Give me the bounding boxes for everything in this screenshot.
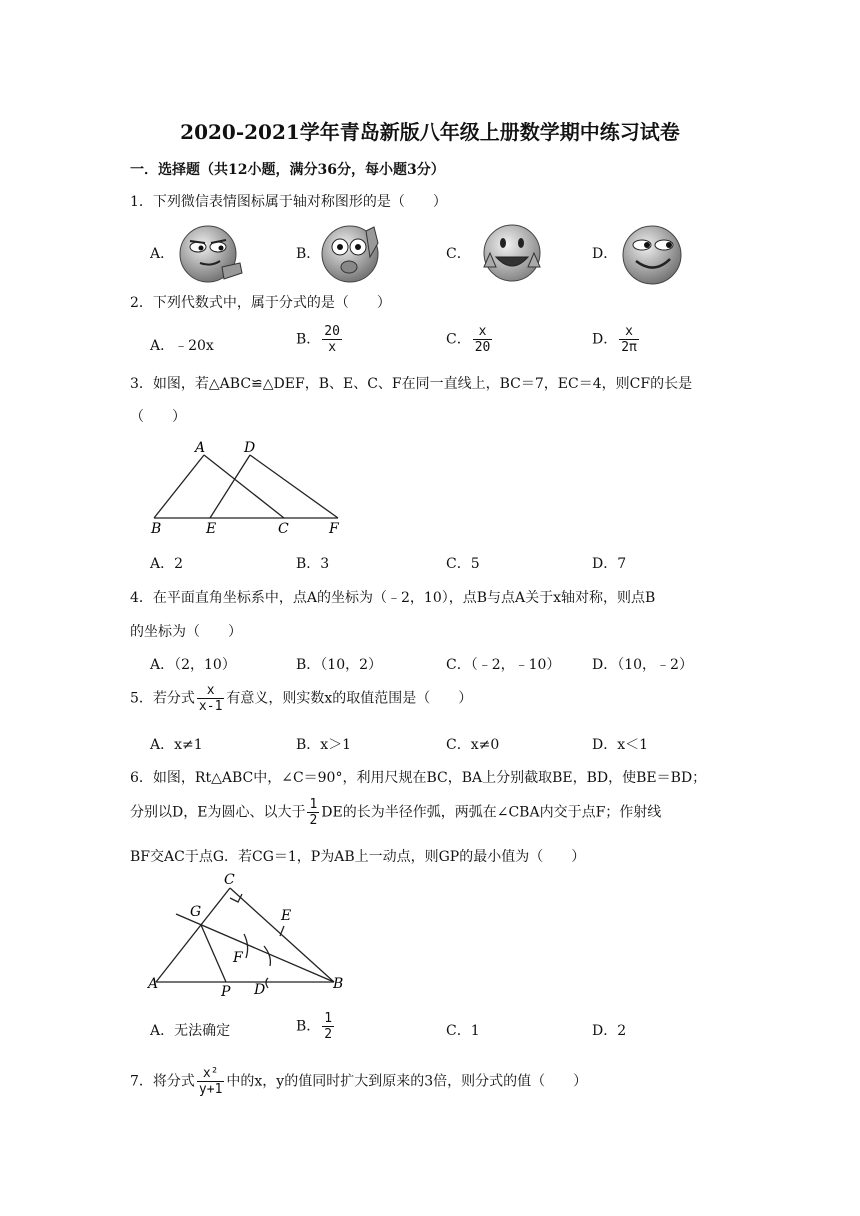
q6-option-c[interactable]: C．1 — [446, 1023, 480, 1039]
label-D: D — [254, 982, 266, 998]
q4-option-a[interactable]: A．（2，10） — [150, 657, 236, 673]
option-label: C． — [446, 331, 471, 348]
q3-option-d[interactable]: D．7 — [592, 556, 627, 572]
question-7-stem — [130, 1066, 587, 1097]
option-label: C． — [446, 246, 471, 262]
numerator: x² — [202, 1066, 219, 1081]
question-1-stem: 1．下列微信表情图标属于轴对称图形的是（ ） — [130, 194, 447, 210]
label-B: B — [333, 976, 344, 992]
fraction — [322, 1011, 334, 1042]
q1-option-b[interactable] — [296, 243, 320, 263]
label-C: C — [224, 872, 235, 888]
stem-text: DE的长为半径作弧，两弧在∠CBA内交于点F；作射线 — [321, 804, 662, 821]
fraction — [619, 324, 639, 355]
q1-option-d[interactable] — [592, 243, 617, 263]
question-6-stem-cont — [130, 797, 661, 828]
denominator: y+1 — [198, 1082, 223, 1097]
question-3-stem-cont: （ ） — [130, 409, 186, 425]
option-label: B． — [296, 1018, 321, 1035]
option-label: D． — [592, 246, 618, 262]
fraction — [197, 1066, 224, 1097]
numerator: 1 — [309, 797, 318, 812]
numerator: 20 — [324, 324, 340, 339]
q4-option-c[interactable]: C．（﹣2，﹣10） — [446, 657, 561, 673]
question-2-stem: 2．下列代数式中，属于分式的是（ ） — [130, 295, 391, 311]
q2-option-d[interactable] — [592, 324, 641, 355]
label-E: E — [281, 908, 292, 924]
grin-emoji-icon — [476, 223, 548, 287]
q3-option-a[interactable]: A．2 — [150, 556, 184, 572]
question-6-stem-cont2: BF交AC于点G．若CG＝1，P为AB上一动点，则GP的最小值为（ ） — [130, 849, 586, 865]
stem-text: 中的x，y的值同时扩大到原来的3倍，则分式的值（ ） — [226, 1073, 588, 1090]
label-D: D — [244, 440, 256, 456]
denominator: 2 — [324, 1027, 333, 1042]
q5-option-b[interactable]: B．x＞1 — [296, 737, 352, 753]
stem-text: 5．若分式 — [130, 690, 195, 707]
q5-option-a[interactable]: A．x≠1 — [150, 737, 203, 753]
label-C: C — [278, 521, 289, 536]
triangle-figure-q3 — [148, 436, 348, 536]
triangle-figure-q6 — [146, 870, 350, 998]
stem-text: 有意义，则实数x的取值范围是（ ） — [226, 690, 473, 707]
label-B: B — [151, 521, 162, 536]
fraction — [322, 324, 342, 355]
numerator: 1 — [324, 1011, 333, 1026]
q2-option-a[interactable]: A．﹣20x — [150, 338, 214, 354]
denominator: 2π — [621, 340, 637, 355]
q5-option-d[interactable]: D．x＜1 — [592, 737, 649, 753]
q4-option-d[interactable]: D．（10，﹣2） — [592, 657, 693, 673]
q6-option-a[interactable]: A．无法确定 — [150, 1023, 231, 1039]
question-6-stem: 6．如图，Rt△ABC中，∠C＝90°，利用尺规在BC，BA上分别截取BE，BD，使BE＝BD； — [130, 770, 707, 786]
denominator: 20 — [474, 340, 491, 355]
option-label: A． — [150, 246, 175, 262]
option-label: B． — [296, 246, 321, 262]
q1-option-a[interactable] — [150, 243, 174, 263]
question-5-stem — [130, 683, 472, 714]
q1-option-c[interactable] — [446, 243, 471, 263]
numerator: x — [478, 324, 487, 339]
question-3-stem: 3．如图，若△ABC≌△DEF，B、E、C、F在同一直线上，BC＝7，EC＝4，则CF的长是 — [130, 376, 693, 392]
question-4-stem-cont: 的坐标为（ ） — [130, 624, 242, 640]
q6-option-b[interactable] — [296, 1011, 336, 1042]
question-4-stem: 4．在平面直角坐标系中，点A的坐标为（﹣2，10），点B与点A关于x轴对称，则点B — [130, 590, 656, 606]
q6-option-d[interactable]: D．2 — [592, 1023, 627, 1039]
label-E: E — [206, 521, 217, 536]
q2-option-c[interactable] — [446, 324, 494, 355]
question-2-options — [150, 324, 750, 373]
thinking-emoji-icon — [320, 223, 384, 287]
denominator: x — [322, 339, 342, 355]
numerator: x — [206, 683, 215, 698]
fraction — [197, 683, 224, 714]
option-label: D． — [592, 331, 618, 348]
q4-option-b[interactable]: B．（10，2） — [296, 657, 383, 673]
numerator: x — [625, 324, 633, 339]
label-F: F — [329, 521, 339, 536]
option-label: B． — [296, 331, 321, 348]
denominator: x-1 — [198, 699, 223, 714]
question-1-options — [150, 243, 750, 283]
q2-option-b[interactable] — [296, 324, 344, 355]
section-heading: 一．选择题（共12小题，满分36分，每小题3分） — [130, 162, 445, 178]
stem-text: 7．将分式 — [130, 1073, 195, 1090]
fraction — [473, 324, 493, 355]
denominator: 2 — [309, 813, 318, 828]
label-G: G — [190, 904, 202, 920]
fraction — [307, 797, 319, 828]
label-A: A — [195, 440, 206, 456]
question-6-options — [150, 1011, 750, 1060]
label-F: F — [233, 950, 243, 966]
stem-text: 分别以D，E为圆心、以大于 — [130, 804, 306, 821]
q3-option-c[interactable]: C．5 — [446, 556, 480, 572]
label-A: A — [148, 976, 159, 992]
q3-option-b[interactable]: B．3 — [296, 556, 330, 572]
smug-emoji-icon — [618, 223, 686, 287]
q5-option-c[interactable]: C．x≠0 — [446, 737, 500, 753]
label-P: P — [221, 984, 231, 998]
page-title: 2020-2021学年青岛新版八年级上册数学期中练习试卷 — [180, 120, 680, 144]
smirk-emoji-icon — [178, 223, 248, 287]
